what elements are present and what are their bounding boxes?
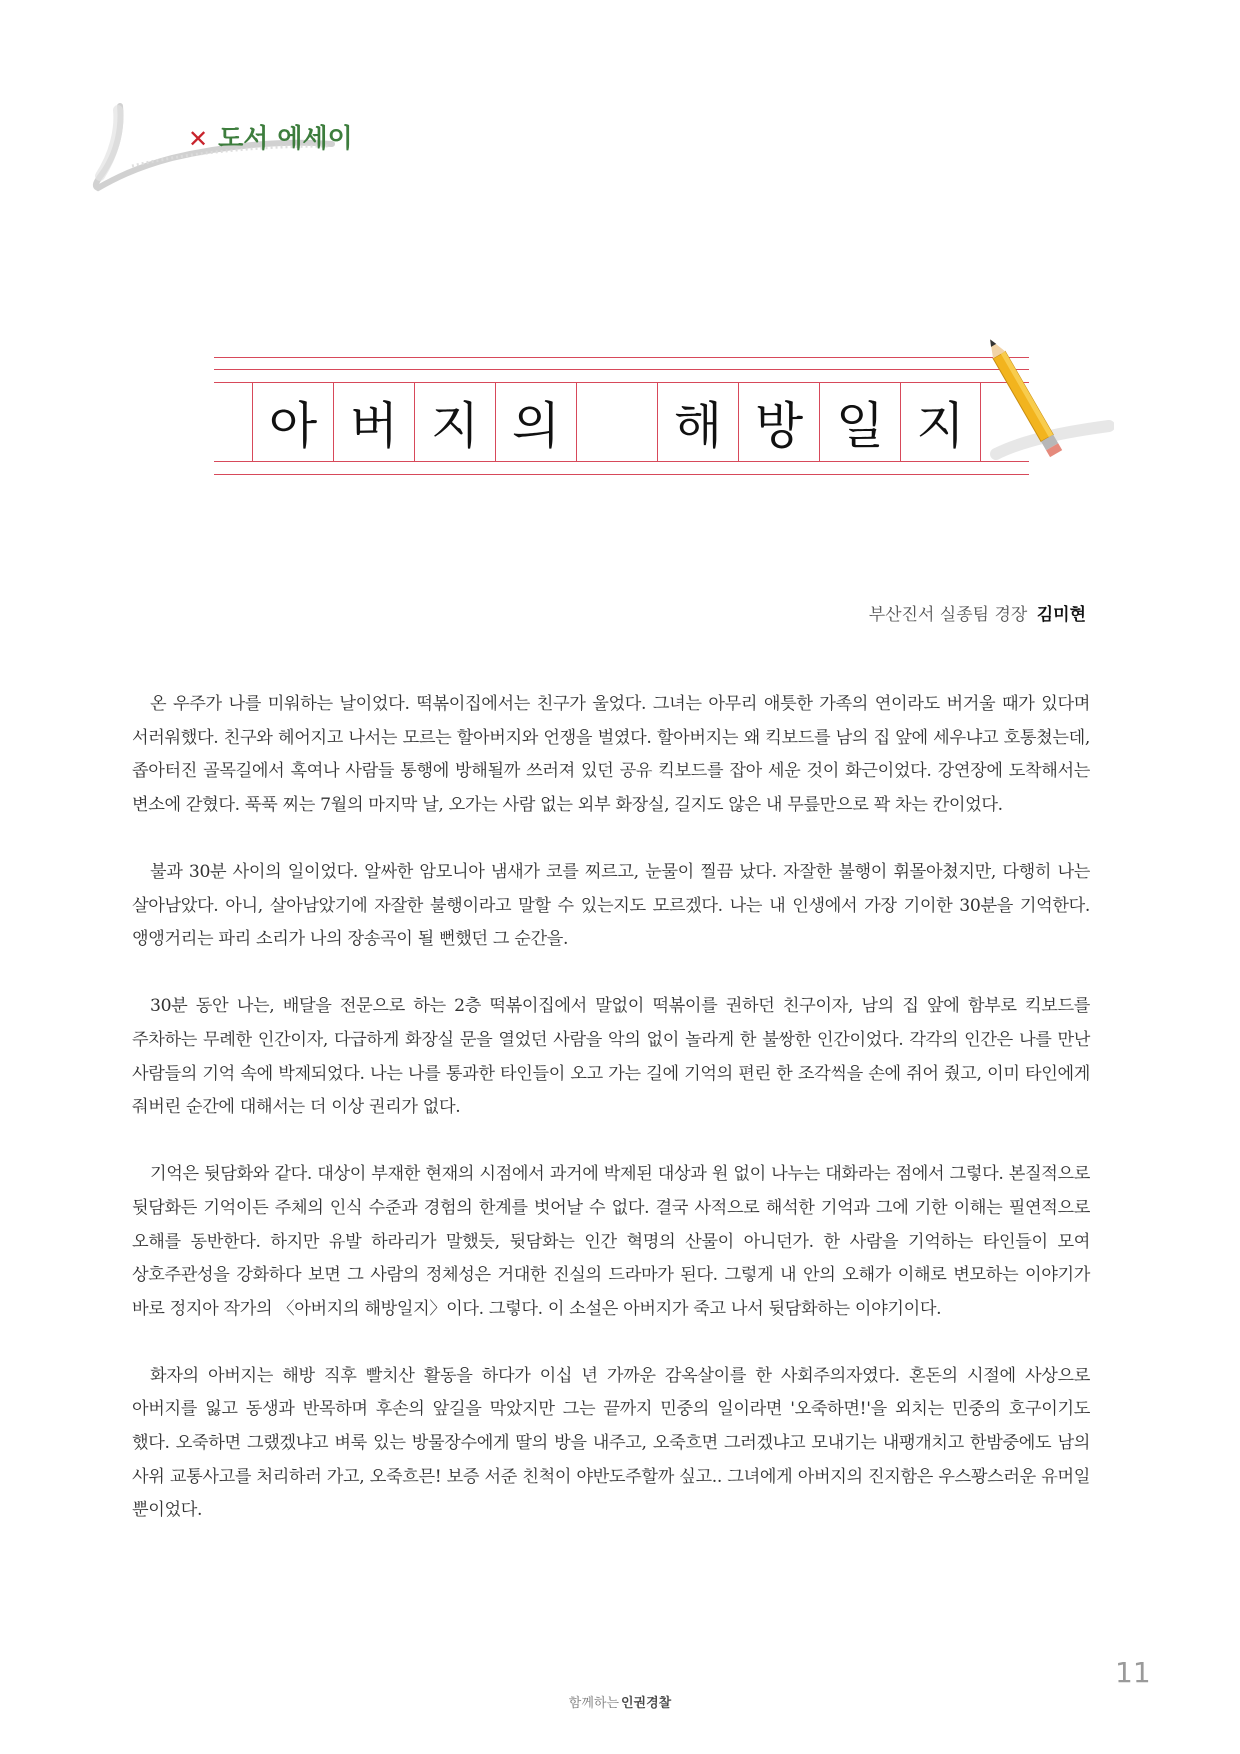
paragraph: 불과 30분 사이의 일이었다. 알싸한 암모니아 냄새가 코를 찌르고, 눈물이 찔끔 났다. 자잘한 불행이 휘몰아쳤지만, 다행히 나는 살아남았다. 아니, 살아남았기에 자잘한 불행이라고 말할 수 있는지도 모르겠다. 나는 내 인생에서 가장 기이한 30분을 기억한다. 앵앵거리는 파리 소리가 나의 장송곡이 될 뻔했던 그 순간을. — [132, 861, 1090, 950]
footer — [0, 1692, 1240, 1711]
title-cells — [252, 382, 981, 461]
x-mark-icon: ✕ — [188, 125, 209, 153]
section-title: 도서 에세이 — [218, 124, 353, 154]
footer-title: 인권경찰 — [621, 1696, 672, 1711]
pencil-icon — [984, 336, 1114, 466]
title-space — [576, 382, 657, 461]
title-char: 의 — [495, 382, 576, 461]
rule-line — [214, 369, 1029, 370]
footer-prefix: 함께하는 — [568, 1696, 619, 1711]
title-char: 해 — [657, 382, 738, 461]
rule-line — [214, 357, 1029, 358]
paragraph: 기억은 뒷담화와 같다. 대상이 부재한 현재의 시점에서 과거에 박제된 대상과 원 없이 나누는 대화라는 점에서 그렇다. 본질적으로 뒷담화든 기억이든 주체의 인식 수준과 경험의 한계를 벗어날 수 없다. 결국 사적으로 해석한 기억과 그에 기한 이해는 필연적으로 오해를 동반한다. 하지만 유발 하라리가 말했듯, 뒷담화는 인간 혁명의 산물이 아니던가. 한 사람을 기억하는 타인들이 모여 상호주관성을 강화하다 보면 그 사람의 정체성은 거대한 진실의 드라마가 된다. 그렇게 내 안의 오해가 이해로 변모하는 이야기가 바로 정지아 작가의 〈아버지의 해방일지〉이다. 그렇다. 이 소설은 아버지가 죽고 나서 뒷담화하는 이야기이다. — [132, 1164, 1090, 1319]
title-char: 지 — [414, 382, 495, 461]
byline — [869, 600, 1086, 625]
title-char: 지 — [900, 382, 981, 461]
title-char: 아 — [252, 382, 333, 461]
paragraph: 화자의 아버지는 해방 직후 빨치산 활동을 하다가 이십 년 가까운 감옥살이를 한 사회주의자였다. 혼돈의 시절에 사상으로 아버지를 잃고 동생과 반목하며 후손의 앞길을 막았지만 그는 끝까지 민중의 일이라면 '오죽하면!'을 외치는 민중의 호구이기도 했다. 오죽하면 그랬겠냐고 벼룩 있는 방물장수에게 딸의 방을 내주고, 오죽흐면 그러겠냐고 모내기는 내팽개치고 한밤중에도 남의 사위 교통사고를 처리하러 가고, 오죽흐믄! 보증 서준 친척이 야반도주할까 싶고.. 그녀에게 아버지의 진지함은 우스꽝스러운 유머일 뿐이었다. — [132, 1365, 1090, 1521]
title-grid — [214, 350, 1114, 490]
section-label — [188, 118, 353, 155]
page-number: 11 — [1115, 1656, 1151, 1689]
rule-line — [214, 474, 1029, 475]
author-affiliation: 부산진서 실종팀 경장 — [868, 605, 1028, 625]
paragraph: 30분 동안 나는, 배달을 전문으로 하는 2층 떡볶이집에서 말없이 떡볶이를 권하던 친구이자, 남의 집 앞에 함부로 킥보드를 주차하는 무례한 인간이자, 다급하게 화장실 문을 열었던 사람을 악의 없이 놀라게 한 불쌍한 인간이었다. 각각의 인간은 나를 만난 사람들의 기억 속에 박제되었다. 나는 나를 통과한 타인들이 오고 가는 길에 기억의 편린 한 조각씩을 손에 쥐어 줬고, 이미 타인에게 줘버린 순간에 대해서는 더 이상 권리가 없다. — [132, 996, 1090, 1118]
author-name: 김미현 — [1036, 605, 1086, 625]
section-header — [92, 100, 362, 200]
title-char: 방 — [738, 382, 819, 461]
title-char: 일 — [819, 382, 900, 461]
rule-line — [214, 461, 1029, 462]
title-char: 버 — [333, 382, 414, 461]
paragraph: 온 우주가 나를 미워하는 날이었다. 떡볶이집에서는 친구가 울었다. 그녀는 아무리 애틋한 가족의 연이라도 버거울 때가 있다며 서러워했다. 친구와 헤어지고 나서는 모르는 할아버지와 언쟁을 벌였다. 할아버지는 왜 킥보드를 남의 집 앞에 세우냐고 호통쳤는데, 좁아터진 골목길에서 혹여나 사람들 통행에 방해될까 쓰러져 있던 공유 킥보드를 잡아 세운 것이 화근이었다. 강연장에 도착해서는 변소에 갇혔다. 푹푹 찌는 7월의 마지막 날, 오가는 사람 없는 외부 화장실, 길지도 않은 내 무릎만으로 꽉 차는 칸이었다. — [132, 694, 1090, 815]
essay-body — [132, 688, 1090, 1561]
